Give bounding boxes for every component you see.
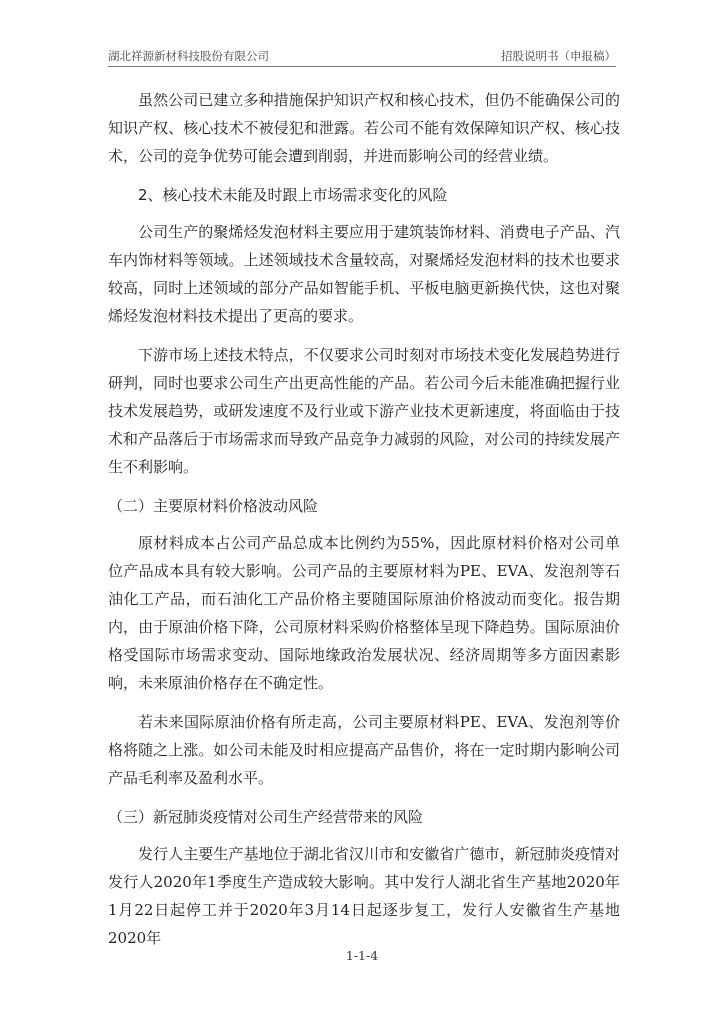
- paragraph-raw-material-cost: 原材料成本占公司产品总成本比例约为55%，因此原材料价格对公司单位产品成本具有较大影响。公司产品的主要原材料为PE、EVA、发泡剂等石油化工产品，而石油化工产品价格主要随国际原油价格波动而变化。报告期内，由于原油价格下降，公司原材料采购价格整体呈现下降趋势。国际原油价格受国际市场需求变动、国际地缘政治发展状况、经济周期等多方面因素影响，未来原油价格存在不确定性。: [108, 534, 620, 692]
- header-document-type: 招股说明书（申报稿）: [501, 49, 616, 63]
- paragraph-covid-impact: 发行人主要生产基地位于湖北省汉川市和安徽省广德市，新冠肺炎疫情对发行人2020年1季度生产造成较大影响。其中发行人湖北省生产基地2020年1月22日起停工并于2020年3月14日起逐步复工，发行人安徽省生产基地2020年: [108, 845, 620, 947]
- paragraph-application-fields: 公司生产的聚烯烃发泡材料主要应用于建筑装饰材料、消费电子产品、汽车内饰材料等领域。上述领域技术含量较高，对聚烯烃发泡材料的技术也要求较高，同时上述领域的部分产品如智能手机、平板电脑更新换代快，这也对聚烯烃发泡材料技术提出了更高的要求。: [108, 223, 620, 325]
- paragraph-downstream-market: 下游市场上述技术特点，不仅要求公司时刻对市场技术变化发展趋势进行研判，同时也要求公司生产出更高性能的产品。若公司今后未能准确把握行业技术发展趋势，或研发速度不及行业或下游产业技术更新速度，将面临由于技术和产品落后于市场需求而导致产品竞争力减弱的风险，对公司的持续发展产生不利影响。: [108, 346, 620, 476]
- paragraph-oil-price-impact: 若未来国际原油价格有所走高，公司主要原材料PE、EVA、发泡剂等价格将随之上涨。如公司未能及时相应提高产品售价，将在一定时期内影响公司产品毛利率及盈利水平。: [108, 713, 620, 787]
- page-number: 1-1-4: [345, 948, 379, 963]
- header-company-name: 湖北祥源新材科技股份有限公司: [108, 49, 269, 63]
- page-header: [108, 44, 616, 67]
- paragraph-ip-protection: 虽然公司已建立多种措施保护知识产权和核心技术，但仍不能确保公司的知识产权、核心技术不被侵犯和泄露。若公司不能有效保障知识产权、核心技术，公司的竞争优势可能会遭到削弱，并进而影响公司的经营业绩。: [108, 91, 620, 165]
- section-heading-core-technology: 2、核心技术未能及时跟上市场需求变化的风险: [138, 186, 448, 204]
- document-body: [108, 86, 620, 963]
- section-heading-covid-risk: （三）新冠肺炎疫情对公司生产经营带来的风险: [108, 808, 424, 826]
- section-heading-raw-material-risk: （二）主要原材料价格波动风险: [108, 497, 319, 515]
